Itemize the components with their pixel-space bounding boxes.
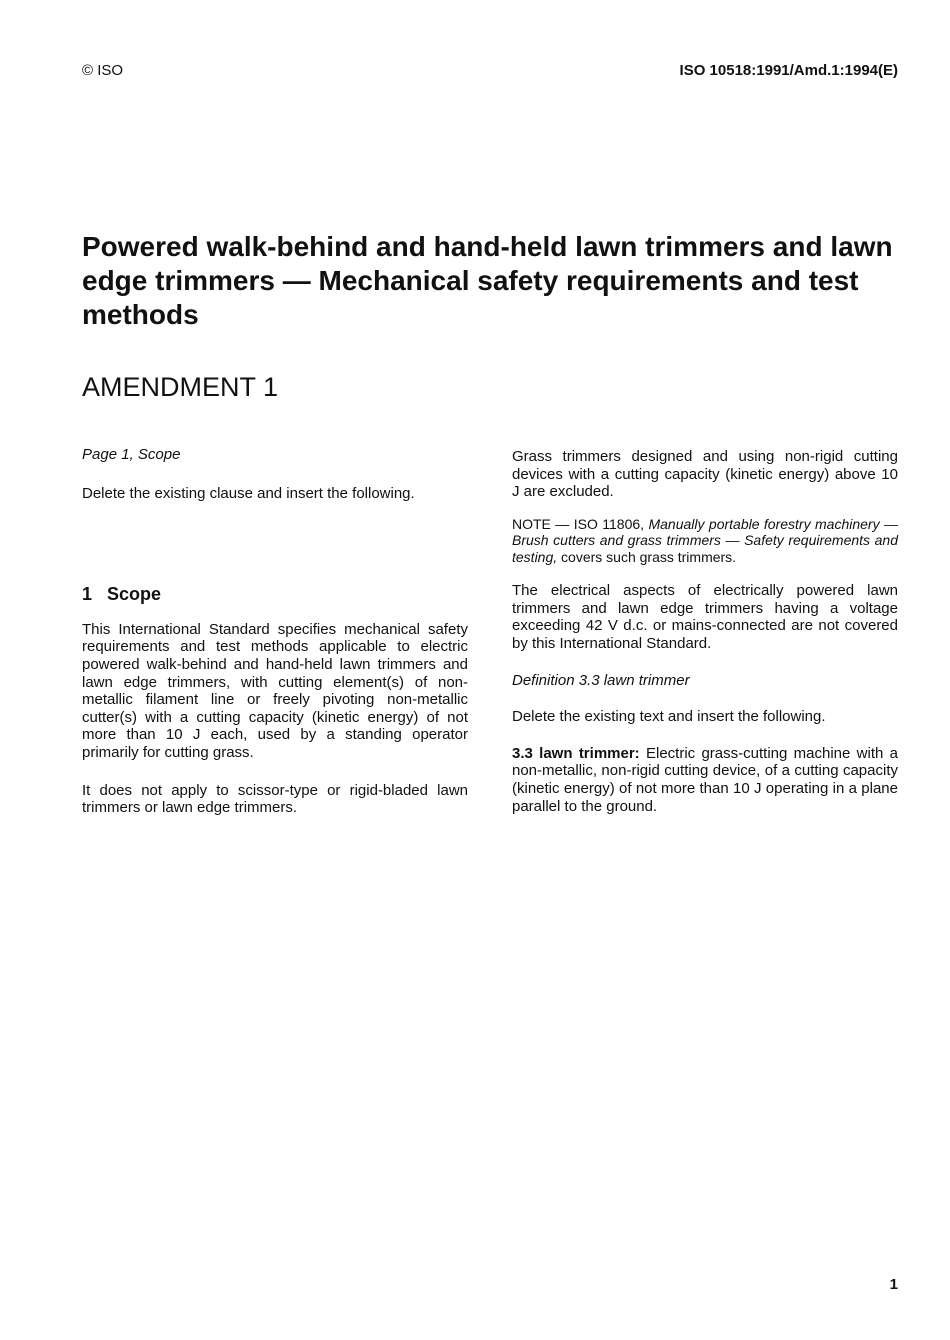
excluded-trimmers-paragraph: Grass trimmers designed and using non-rigid cutting devices with a cutting capacity (kinetic energy) above 10 J are excluded. [512,448,898,501]
document-id: ISO 10518:1991/Amd.1:1994(E) [679,62,898,79]
left-column [82,446,468,817]
exclusion-paragraph: It does not apply to scissor-type or rigid-bladed lawn trimmers or lawn edge trimmers. [82,781,468,817]
amendment-label: AMENDMENT 1 [82,372,279,402]
note-title: Manually portable forestry machinery — Brush cutters and grass trimmers — Safety requirements and testing, [512,515,899,565]
copyright-notice: © ISO [82,62,124,79]
note-suffix: covers such grass trimmers. [561,548,737,565]
page-reference: Page 1, Scope [82,446,181,463]
page-number: 1 [889,1276,898,1293]
section-number: 1 [82,584,93,605]
note-paragraph [512,516,898,566]
definition-paragraph [512,745,898,815]
right-column [512,448,898,815]
definition-instruction: Delete the existing text and insert the following. [512,708,826,726]
definition-reference: Definition 3.3 lawn trimmer [512,671,690,689]
definition-term: 3.3 lawn trimmer: [512,744,640,762]
electrical-aspects-paragraph: The electrical aspects of electrically powered lawn trimmers and lawn edge trimmers having a voltage exceeding 42 V d.c. or mains-connected are not covered by this International Standard. [512,582,898,653]
section-heading [82,586,468,604]
document-title: Powered walk-behind and hand-held lawn trimmers and lawn edge trimmers — Mechanical safety requirements and test methods [82,231,893,330]
scope-paragraph: This International Standard specifies mechanical safety requirements and test methods applicable to electric powered walk-behind and hand-held lawn trimmers and lawn edge trimmers, with cutting element(s) of non-metallic filament line or freely pivoting non-metallic cutter(s) with a cutting capacity (kinetic energy) of not more than 10 J each, used by a standing operator primarily for cutting grass. [82,620,468,761]
note-prefix: NOTE — ISO 11806, [512,515,645,532]
instruction-text: Delete the existing clause and insert the following. [82,484,415,502]
definition-text: Electric grass-cutting machine with a non-metallic, non-rigid cutting device, of a cutting capacity (kinetic energy) of not more than 10 J operating in a plane parallel to the ground. [512,744,898,815]
section-title: Scope [107,584,162,605]
